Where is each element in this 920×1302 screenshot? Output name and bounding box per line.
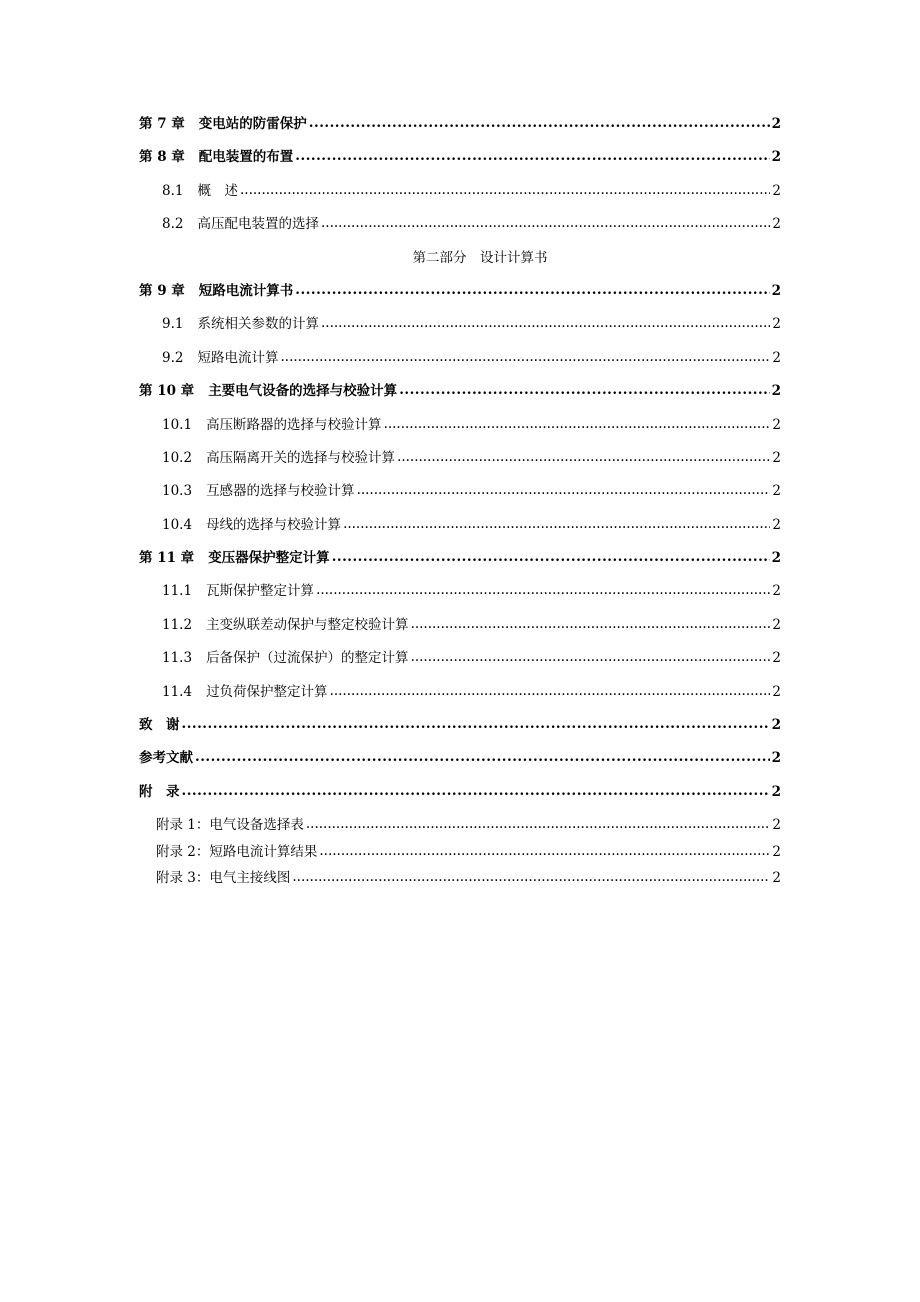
toc-section[interactable] (139, 682, 781, 715)
toc-dot-leader (316, 580, 770, 600)
toc-chapter[interactable] (139, 281, 781, 314)
toc-entry-title: 后备保护（过流保护）的整定计算 (206, 650, 409, 667)
toc-section[interactable] (139, 314, 781, 347)
toc-page-number: 2 (772, 616, 781, 633)
toc-page-number: 2 (772, 349, 781, 366)
toc-page-number: 2 (771, 783, 781, 800)
toc-entry-title: 短路电流计算书 (198, 282, 294, 299)
toc-chapter[interactable] (139, 147, 781, 180)
toc-page-number: 2 (772, 650, 781, 667)
toc-dot-leader (357, 480, 771, 500)
toc-entry-number: 第 8 章 (139, 149, 185, 166)
toc-entry-title: 主变纵联差动保护与整定校验计算 (206, 616, 409, 633)
toc-entry-number: 第 9 章 (139, 282, 185, 299)
toc-dot-leader (343, 514, 770, 534)
toc-dot-leader (182, 714, 770, 734)
toc-appendix[interactable] (139, 842, 781, 869)
toc-entry-title: 致 谢 (139, 717, 180, 734)
toc-entry-title: 附录 2：短路电流计算结果 (156, 843, 318, 860)
toc-entry-title: 参考文献 (139, 750, 193, 767)
toc-chapter[interactable] (139, 748, 781, 781)
toc-dot-leader (295, 146, 769, 166)
toc-entry-number: 10.3 (162, 483, 193, 500)
toc-section[interactable] (139, 581, 781, 614)
toc-entry-number: 10.2 (162, 449, 193, 466)
toc-dot-leader (321, 313, 770, 333)
toc-page-number: 2 (772, 182, 781, 199)
toc-entry-number: 9.1 (162, 316, 184, 333)
toc-page-number: 2 (772, 449, 781, 466)
toc-chapter[interactable] (139, 715, 781, 748)
toc-chapter[interactable] (139, 782, 781, 815)
toc-dot-leader (411, 614, 771, 634)
toc-entry-number: 11.4 (162, 683, 193, 700)
toc-entry-number: 8.2 (162, 216, 184, 233)
toc-dot-leader (295, 280, 769, 300)
toc-entry-number: 第 7 章 (139, 116, 185, 132)
toc-dot-leader (306, 814, 771, 834)
toc-page-number: 2 (772, 583, 781, 600)
table-of-contents (139, 114, 781, 895)
toc-section[interactable] (139, 648, 781, 681)
toc-page-number: 2 (771, 717, 781, 734)
toc-entry-title: 主要电气设备的选择与校验计算 (208, 383, 398, 400)
toc-entry-title: 互感器的选择与校验计算 (206, 483, 355, 500)
toc-entry-number: 第 10 章 (139, 383, 195, 400)
toc-chapter[interactable] (139, 381, 781, 414)
toc-dot-leader (397, 447, 770, 467)
toc-entry-number: 第 11 章 (139, 550, 195, 567)
toc-entry-title: 附录 3：电气主接线图 (156, 870, 291, 887)
toc-entry-title: 概 述 (197, 182, 238, 199)
toc-section[interactable] (139, 448, 781, 481)
toc-entry-number: 9.2 (162, 349, 184, 366)
toc-chapter[interactable] (139, 548, 781, 581)
toc-section[interactable] (139, 515, 781, 548)
toc-entry-title: 变电站的防雷保护 (198, 116, 307, 132)
toc-page-number: 2 (771, 149, 781, 166)
toc-entry-title: 配电装置的布置 (198, 149, 294, 166)
toc-dot-leader (411, 647, 771, 667)
toc-page-number: 2 (772, 416, 781, 433)
toc-dot-leader (280, 347, 770, 367)
toc-entry-title: 过负荷保护整定计算 (206, 683, 328, 700)
toc-page-number: 2 (771, 750, 781, 767)
toc-section[interactable] (139, 615, 781, 648)
toc-entry-number: 11.3 (162, 650, 193, 667)
toc-entry-title: 变压器保护整定计算 (208, 550, 330, 567)
toc-dot-leader (182, 781, 770, 801)
toc-page-number: 2 (772, 683, 781, 700)
toc-page-number: 2 (771, 282, 781, 299)
toc-page-number: 2 (772, 817, 781, 834)
toc-entry-title: 附录 1：电气设备选择表 (156, 817, 304, 834)
toc-appendix[interactable] (139, 868, 781, 895)
toc-page-number: 2 (771, 116, 781, 132)
toc-section[interactable] (139, 214, 781, 247)
toc-page-number: 2 (772, 216, 781, 233)
toc-part[interactable] (139, 248, 781, 281)
toc-section[interactable] (139, 481, 781, 514)
toc-page-number: 2 (771, 383, 781, 400)
toc-entry-title: 高压断路器的选择与校验计算 (206, 416, 382, 433)
toc-entry-title: 高压隔离开关的选择与校验计算 (206, 449, 396, 466)
toc-entry-title: 母线的选择与校验计算 (206, 516, 342, 533)
toc-dot-leader (319, 841, 770, 861)
toc-page-number: 2 (771, 550, 781, 567)
toc-dot-leader (384, 414, 771, 434)
toc-entry-number: 10.1 (162, 416, 193, 433)
toc-entry-number: 8.1 (162, 182, 184, 199)
toc-dot-leader (292, 867, 770, 887)
toc-part-title: 第二部分 设计计算书 (412, 249, 548, 266)
toc-entry-title: 短路电流计算 (197, 349, 279, 366)
toc-page-number: 2 (772, 870, 781, 887)
toc-entry-title: 瓦斯保护整定计算 (206, 583, 315, 600)
toc-page-number: 2 (772, 316, 781, 333)
toc-appendix[interactable] (139, 815, 781, 842)
toc-entry-number: 11.1 (162, 583, 193, 600)
toc-entry-title: 高压配电装置的选择 (197, 216, 319, 233)
toc-chapter[interactable] (139, 114, 781, 147)
toc-entry-number: 11.2 (162, 616, 193, 633)
toc-page-number: 2 (772, 516, 781, 533)
toc-dot-leader (240, 180, 770, 200)
toc-dot-leader (309, 113, 770, 133)
toc-section[interactable] (139, 415, 781, 448)
toc-dot-leader (330, 681, 771, 701)
toc-entry-number: 10.4 (162, 516, 193, 533)
toc-section[interactable] (139, 348, 781, 381)
toc-dot-leader (332, 547, 770, 567)
toc-page-number: 2 (772, 843, 781, 860)
toc-dot-leader (321, 213, 770, 233)
toc-dot-leader (195, 747, 770, 767)
toc-dot-leader (399, 380, 769, 400)
toc-page-number: 2 (772, 483, 781, 500)
toc-entry-title: 附 录 (139, 783, 180, 800)
toc-entry-title: 系统相关参数的计算 (197, 316, 319, 333)
toc-section[interactable] (139, 181, 781, 214)
